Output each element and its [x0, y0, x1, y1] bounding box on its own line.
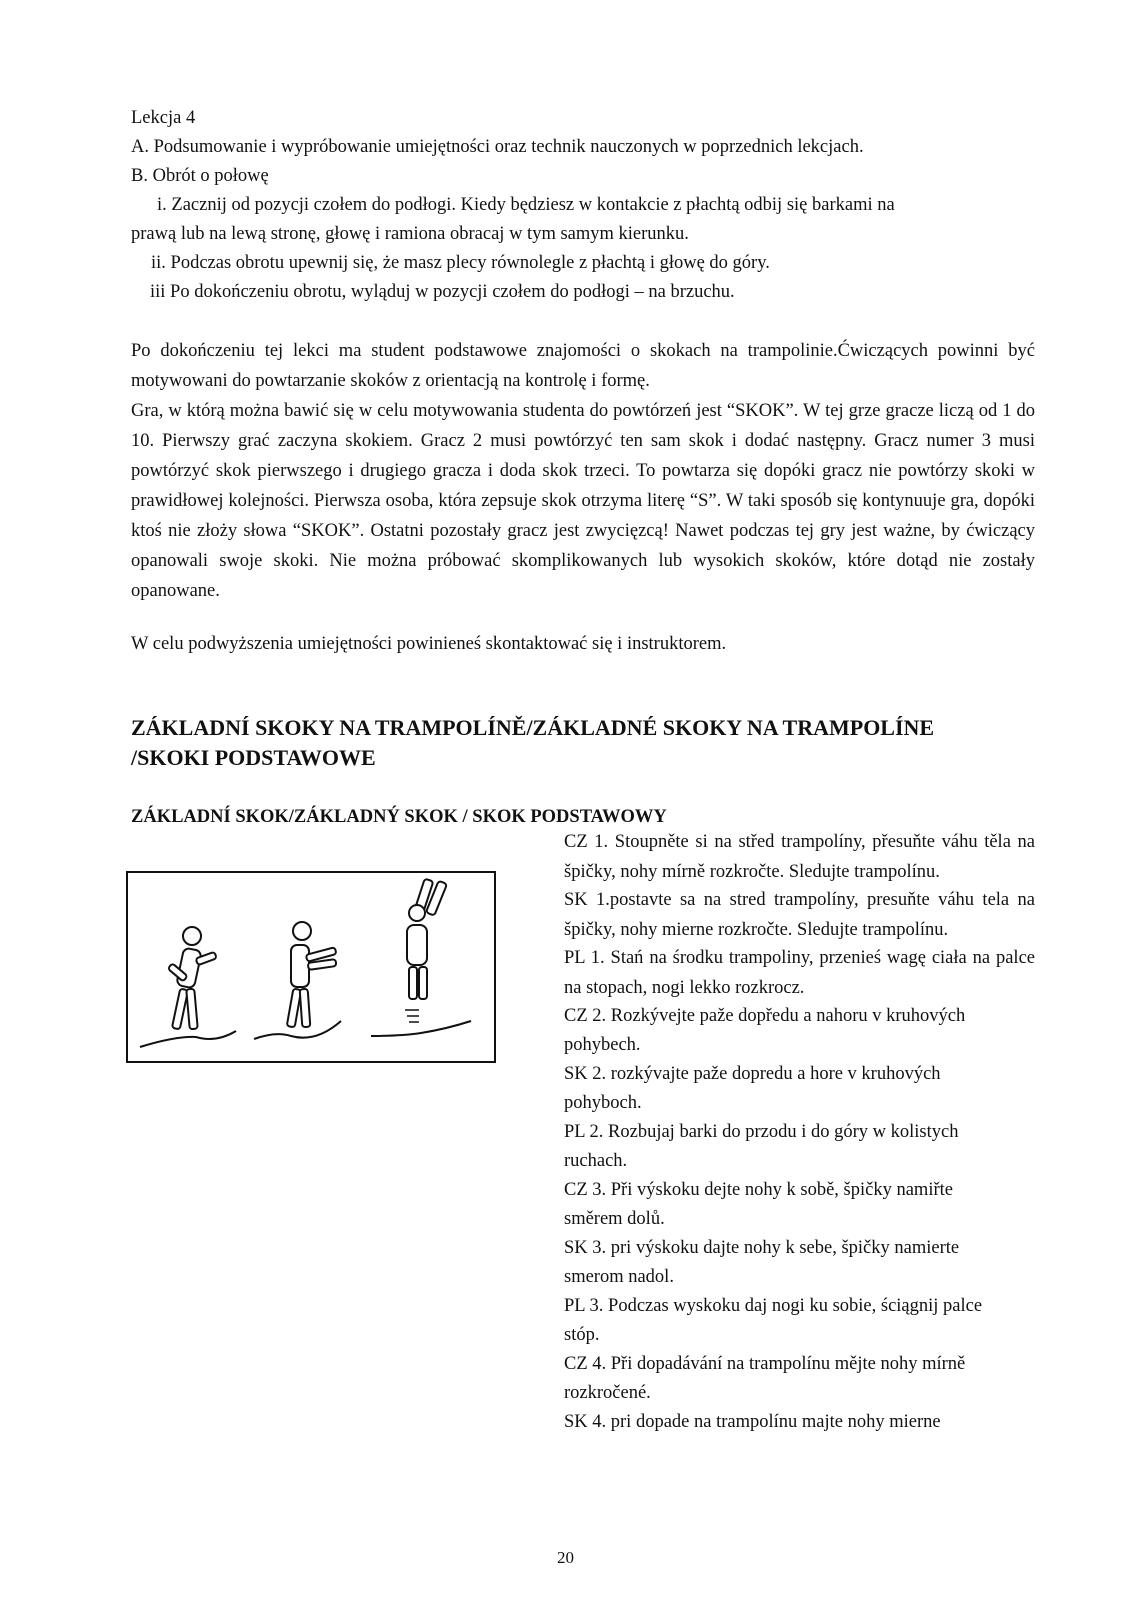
instruction-sk4-line1: SK 4. pri dopade na trampolínu majte nohy mierne [564, 1412, 941, 1432]
lesson-sub-i-line1: i. Zacznij od pozycji czołem do podłogi. Kiedy będziesz w kontakcie z płachtą odbij się barkami na [157, 195, 895, 215]
instruction-pl3-line1: PL 3. Podczas wyskoku daj nogi ku sobie, ściągnij palce [564, 1296, 983, 1316]
lesson-point-b: B. Obrót o połowę [131, 166, 269, 186]
basic-jump-figure [126, 871, 496, 1063]
lesson-point-a: A. Podsumowanie i wypróbowanie umiejętności oraz technik nauczonych w poprzednich lekcjach. [131, 137, 864, 157]
paragraph-instructor: W celu podwyższenia umiejętności powinieneś skontaktować się i instruktorem. [131, 634, 727, 654]
instruction-sk3-line2: smerom nadol. [564, 1267, 674, 1287]
section-heading-line1: ZÁKLADNÍ SKOKY NA TRAMPOLÍNĚ/ZÁKLADNÉ SKOKY NA TRAMPOLÍNE [131, 715, 935, 740]
instruction-cz4-line2: rozkročené. [564, 1383, 651, 1403]
instruction-cz2-line2: pohybech. [564, 1035, 641, 1055]
lesson-title: Lekcja 4 [131, 108, 196, 128]
page-number: 20 [557, 1548, 574, 1567]
lesson-sub-ii: ii. Podczas obrotu upewnij się, że masz plecy równolegle z płachtą i głowę do góry. [151, 253, 770, 273]
lesson-sub-iii: iii Po dokończeniu obrotu, wyląduj w pozycji czołem do podłogi – na brzuchu. [150, 282, 735, 302]
instruction-sk3-line1: SK 3. pri výskoku dajte nohy k sebe, špičky namierte [564, 1238, 960, 1258]
section-heading-line2: /SKOKI PODSTAWOWE [131, 745, 376, 770]
instruction-pl3-line2: stóp. [564, 1325, 600, 1345]
instruction-pl2-line1: PL 2. Rozbujaj barki do przodu i do góry w kolistych [564, 1122, 959, 1142]
paragraph-game: Gra, w którą można bawić się w celu motywowania studenta do powtórzeń jest “SKOK”. W tej grze gracze liczą od 1 do 10. Pierwszy grać zaczyna skokiem. Gracz 2 musi powtórzyć ten sam skok i dodać następny. Gracz numer 3 musi powtórzyć skok pierwszego i drugiego gracza i doda skok trzeci. To powtarza się dopóki gracz nie powtórzy skoki w prawidłowej kolejności. Pierwsza osoba, która zepsuje skok otrzyma literę “S”. W taki sposób się kontynuuje gra, dopóki ktoś nie złoży słowa “SKOK”. Ostatni pozostały gracz jest zwycięzcą! Nawet podczas tej gry jest ważne, by ćwiczący opanowali swoje skoki. Nie można próbować skomplikowanych lub wysokich skoków, które dotąd nie zostały opanowane. [131, 401, 1035, 601]
section-subheading: ZÁKLADNÍ SKOK/ZÁKLADNÝ SKOK / SKOK PODSTAWOWY [131, 807, 667, 827]
instruction-cz3-line2: směrem dolů. [564, 1209, 665, 1229]
instruction-cz4-line1: CZ 4. Při dopadávání na trampolínu mějte nohy mírně [564, 1354, 966, 1374]
instruction-pl1: PL 1. Stań na środku trampoliny, przenieś wagę ciała na palce na stopach, nogi lekko rozkrocz. [564, 948, 1035, 998]
instruction-sk2-line2: pohyboch. [564, 1093, 642, 1113]
instruction-cz3-line1: CZ 3. Při výskoku dejte nohy k sobě, špičky namiřte [564, 1180, 953, 1200]
instruction-cz2-line1: CZ 2. Rozkývejte paže dopředu a nahoru v kruhových [564, 1006, 966, 1026]
lesson-sub-i-line2: prawą lub na lewą stronę, głowę i ramiona obracaj w tym samym kierunku. [131, 224, 689, 244]
instruction-sk1: SK 1.postavte sa na stred trampolíny, presuňte váhu tela na špičky, nohy mierne rozkročte. Sledujte trampolínu. [564, 890, 1035, 940]
paragraph-completion: Po dokończeniu tej lekci ma student podstawowe znajomości o skokach na trampolinie.Ćwiczących powinni być motywowani do powtarzanie skoków z orientacją na kontrolę i formę. [131, 341, 1035, 391]
instruction-cz1: CZ 1. Stoupněte si na střed trampolíny, přesuňte váhu těla na špičky, nohy mírně rozkročte. Sledujte trampolínu. [564, 832, 1035, 882]
instruction-pl2-line2: ruchach. [564, 1151, 628, 1171]
instruction-sk2-line1: SK 2. rozkývajte paže dopredu a hore v kruhových [564, 1064, 941, 1084]
